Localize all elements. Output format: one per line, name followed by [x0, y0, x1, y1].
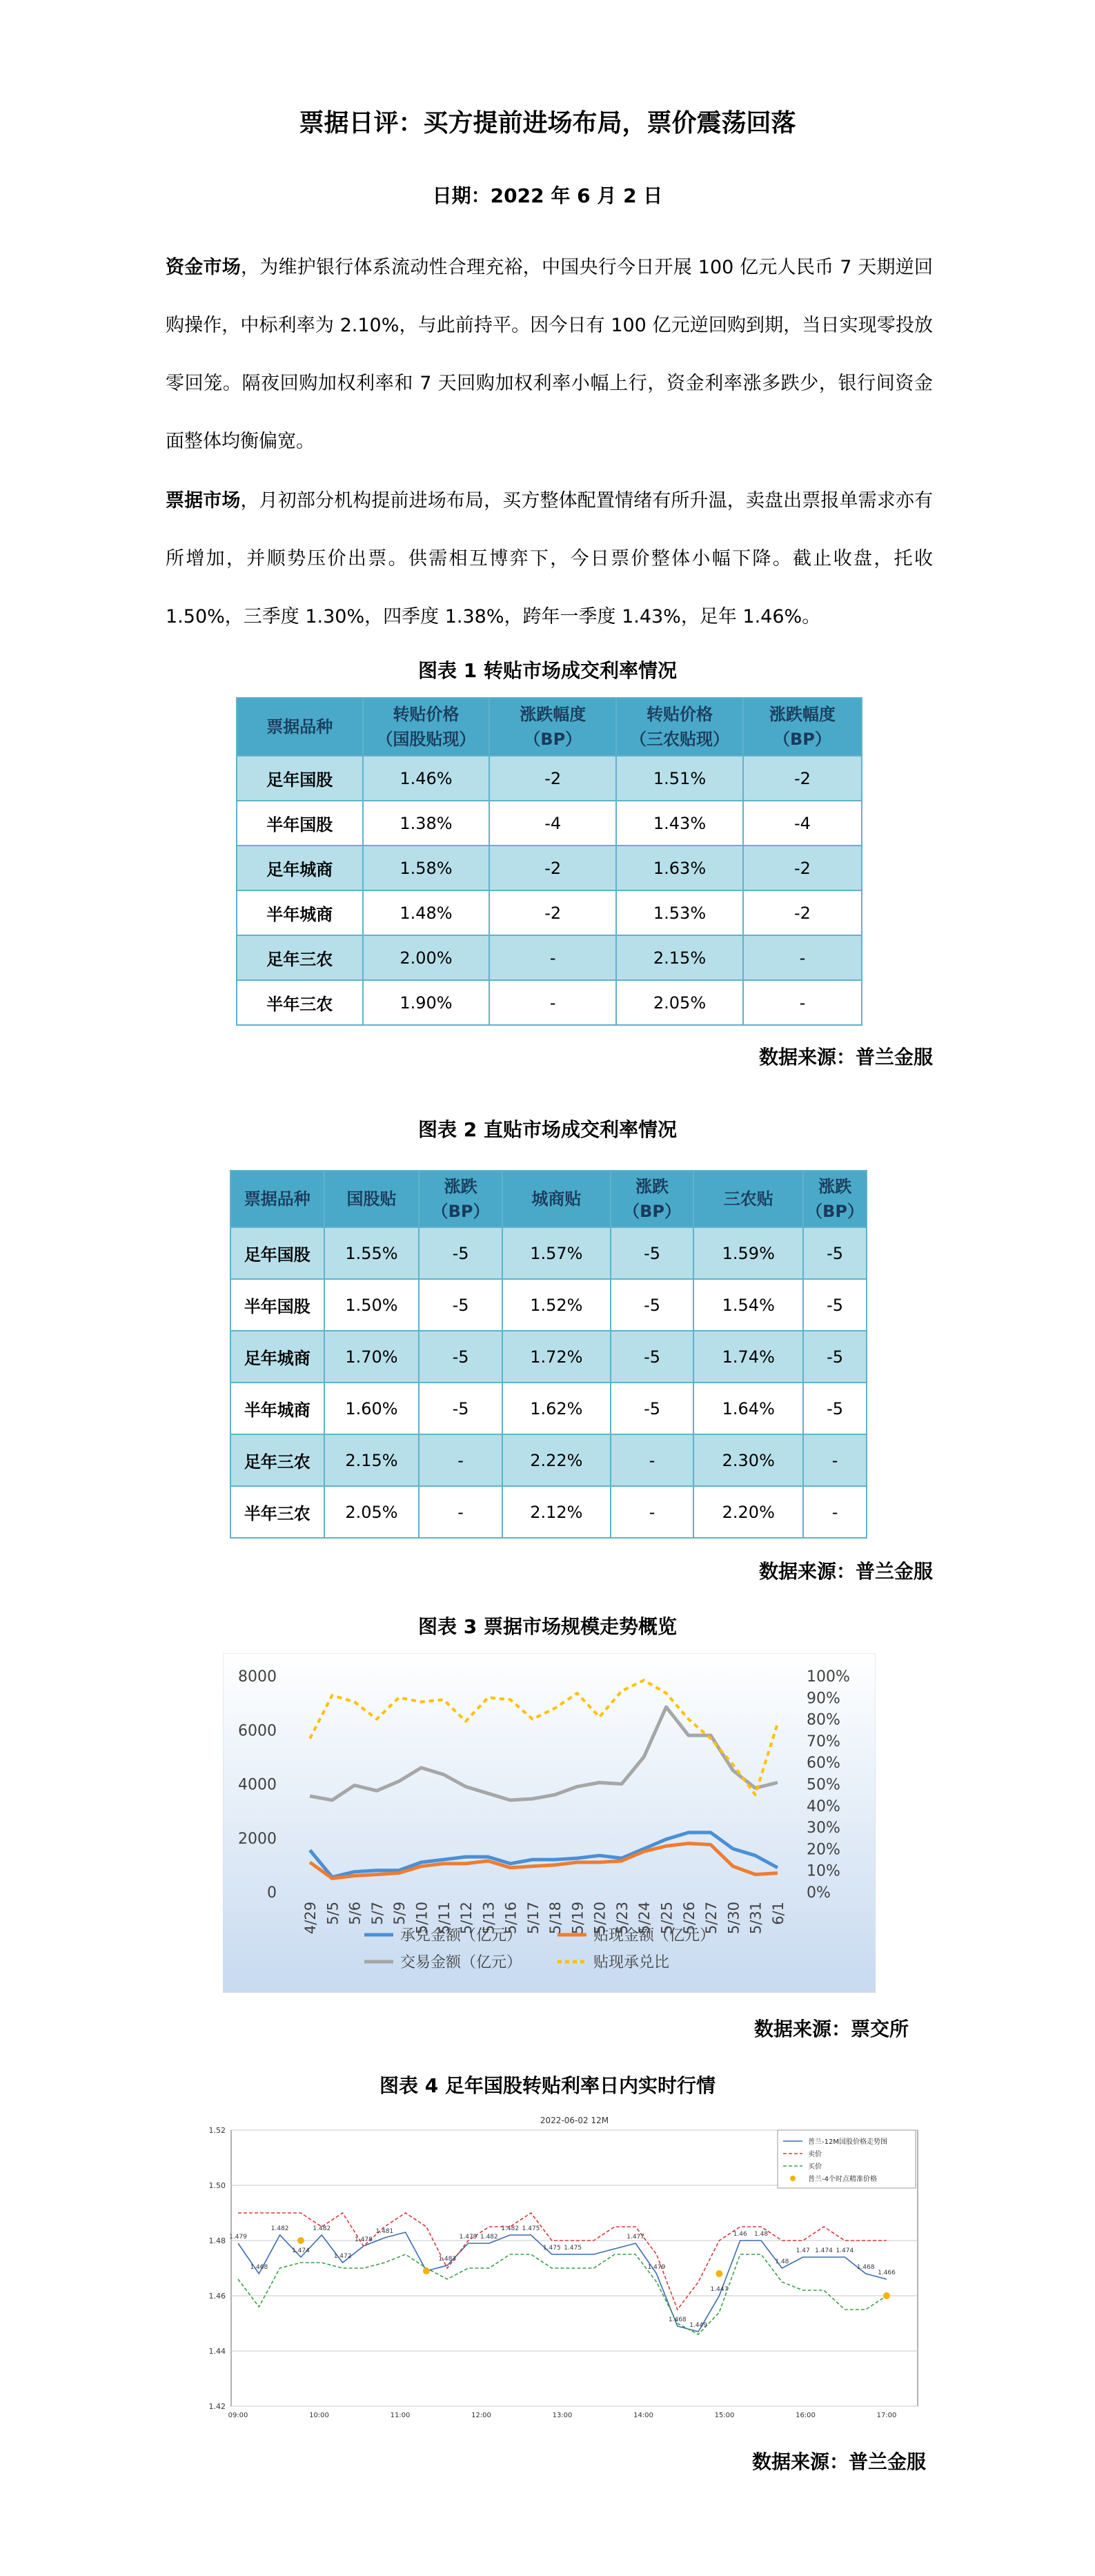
chart3-caption: 图表 3 票据市场规模走势概览 — [418, 1615, 677, 1638]
table-cell: - — [803, 1486, 867, 1538]
y-tick-label-right: 60% — [807, 1755, 840, 1773]
x-tick-label: 14:00 — [633, 2412, 653, 2419]
table-cell: 2.00% — [363, 935, 490, 980]
x-tick-label: 5/24 — [636, 1902, 653, 1935]
x-tick-label: 6/1 — [769, 1902, 787, 1925]
table-cell: 1.57% — [502, 1227, 611, 1279]
precise-price-marker — [716, 2270, 722, 2277]
table-cell: 1.74% — [693, 1331, 803, 1383]
table-cell: 1.52% — [502, 1279, 611, 1331]
legend-label: 买价 — [808, 2163, 822, 2171]
column-header-line: （国股贴现） — [376, 730, 476, 749]
table-cell: 1.54% — [693, 1279, 803, 1331]
table-cell: - — [803, 1434, 867, 1486]
table1-caption: 图表 1 转贴市场成交利率情况 — [418, 659, 677, 682]
table-cell: 1.64% — [693, 1383, 803, 1434]
table-cell: 1.48% — [363, 890, 490, 935]
chart4-source: 数据来源：普兰金服 — [751, 2450, 926, 2473]
table-row — [230, 1331, 867, 1383]
point-value-label: 1.449 — [689, 2322, 707, 2329]
y-tick-label-left: 0 — [267, 1884, 277, 1902]
point-value-label: 1.468 — [668, 2316, 687, 2323]
precise-price-marker — [423, 2267, 430, 2274]
column-header-line: （BP） — [431, 1202, 490, 1221]
chart-title: 2022-06-02 12M — [540, 2116, 609, 2125]
point-value-label: 1.479 — [459, 2234, 477, 2241]
point-value-label: 1.48 — [754, 2231, 769, 2238]
column-header-line: 转贴价格 — [393, 705, 460, 724]
x-tick-label: 5/19 — [569, 1902, 586, 1935]
table2-caption: 图表 2 直贴市场成交利率情况 — [418, 1118, 677, 1141]
table-cell: -5 — [803, 1279, 867, 1331]
x-tick-label: 5/7 — [368, 1902, 386, 1925]
table-cell: - — [743, 980, 862, 1025]
y-tick-label-right: 70% — [807, 1733, 840, 1750]
table-cell: 2.15% — [616, 935, 743, 980]
y-tick-label-right: 100% — [807, 1668, 850, 1686]
table-cell: 1.58% — [363, 846, 490, 890]
y-tick-label-right: 90% — [807, 1690, 840, 1708]
table-cell: 1.62% — [502, 1383, 611, 1434]
table-cell: 1.51% — [616, 756, 743, 801]
x-tick-label: 5/9 — [391, 1902, 408, 1925]
table-cell: 2.20% — [693, 1486, 803, 1538]
x-tick-label: 5/5 — [324, 1902, 342, 1925]
legend-swatch — [790, 2176, 796, 2181]
column-header — [743, 698, 862, 756]
column-header — [616, 698, 743, 756]
table-cell: 1.59% — [693, 1227, 803, 1279]
column-header-line: 涨跌幅度 — [769, 705, 836, 724]
rediscount-rate-table — [236, 697, 862, 1026]
table-cell: 1.53% — [616, 890, 743, 935]
table-cell: - — [611, 1434, 694, 1486]
y-tick-label-left: 8000 — [238, 1668, 277, 1686]
row-label: 半年城商 — [230, 1383, 324, 1434]
column-header-line: 涨跌幅度 — [520, 705, 586, 724]
legend-label: 贴现承兑比 — [593, 1954, 670, 1971]
table-cell: -2 — [743, 846, 862, 890]
table-row — [237, 890, 862, 935]
table-cell: 1.50% — [324, 1279, 420, 1331]
table-cell: -2 — [743, 890, 862, 935]
bill-market-text: ，月初部分机构提前进场布局，买方整体配置情绪有所升温，卖盘出票报单需求亦有所增加，并顺势压价出票。供需相互博弈下，今日票价整体小幅下降。截止收盘，托收 1.50%，三季度 1.30%，四季度 1.38%，跨年一季度 1.43%，足年 1.46%。 — [166, 490, 933, 627]
x-tick-label: 16:00 — [796, 2412, 816, 2419]
column-header-line: （BP） — [773, 730, 831, 749]
point-value-label: 1.472 — [333, 2253, 352, 2260]
column-header-line: 国股贴 — [346, 1189, 397, 1209]
column-header — [324, 1171, 420, 1227]
precise-price-marker — [297, 2237, 304, 2244]
column-header-line: 涨跌 — [635, 1177, 669, 1196]
x-tick-label: 5/17 — [524, 1902, 542, 1935]
table-cell: 1.90% — [363, 980, 490, 1025]
x-tick-label: 5/6 — [346, 1902, 364, 1925]
table-cell: 1.43% — [616, 801, 743, 846]
y-tick-label-right: 0% — [807, 1884, 831, 1902]
y-tick-label-left: 2000 — [238, 1830, 277, 1848]
x-tick-label: 5/11 — [435, 1902, 453, 1935]
x-tick-label: 5/31 — [747, 1902, 764, 1935]
legend-label: 承兑金额（亿元） — [400, 1927, 522, 1944]
y-tick-label-right: 80% — [807, 1711, 840, 1729]
x-tick-label: 13:00 — [552, 2412, 573, 2419]
x-tick-label: 12:00 — [471, 2412, 491, 2419]
x-tick-label: 5/25 — [658, 1902, 675, 1935]
column-header-line: 城商贴 — [531, 1189, 582, 1209]
point-value-label: 1.474 — [292, 2247, 310, 2254]
point-value-label: 1.475 — [522, 2225, 540, 2232]
x-tick-label: 5/26 — [680, 1902, 698, 1935]
table-cell: 2.05% — [616, 980, 743, 1025]
legend-label: 贴现金额（亿元） — [593, 1927, 716, 1944]
table-cell: 1.55% — [324, 1227, 420, 1279]
column-header-line: 票据品种 — [244, 1189, 310, 1209]
table-cell: -5 — [419, 1227, 502, 1279]
x-tick-label: 5/30 — [725, 1902, 742, 1935]
x-tick-label: 5/16 — [502, 1902, 520, 1935]
x-tick-label: 5/10 — [413, 1902, 431, 1935]
table-cell: -2 — [489, 846, 616, 890]
table-cell: -5 — [419, 1383, 502, 1434]
y-tick-label: 1.48 — [208, 2236, 226, 2245]
table-cell: - — [489, 935, 616, 980]
point-value-label: 1.482 — [480, 2234, 498, 2241]
table-cell: - — [611, 1486, 694, 1538]
row-label: 半年三农 — [230, 1486, 324, 1538]
column-header-line: 三农贴 — [723, 1189, 773, 1209]
point-value-label: 1.479 — [229, 2234, 247, 2241]
column-header — [419, 1171, 502, 1227]
table-row — [237, 935, 862, 980]
x-tick-label: 09:00 — [228, 2412, 248, 2419]
column-header-line: 涨跌 — [818, 1177, 852, 1196]
point-value-label: 1.474 — [815, 2247, 833, 2254]
table2-source: 数据来源：普兰金服 — [758, 1560, 933, 1583]
table-cell: 2.15% — [324, 1434, 420, 1486]
table-cell: -5 — [803, 1331, 867, 1383]
point-value-label: 1.447 — [710, 2286, 729, 2293]
column-header — [693, 1171, 803, 1227]
table-row — [237, 980, 862, 1025]
table-cell: -5 — [611, 1227, 694, 1279]
table-cell: -5 — [611, 1331, 694, 1383]
y-tick-label-right: 30% — [807, 1819, 840, 1837]
y-tick-label: 1.52 — [208, 2126, 226, 2135]
point-value-label: 1.475 — [564, 2245, 582, 2252]
table-cell: 1.46% — [363, 756, 490, 801]
column-header — [237, 698, 363, 756]
row-label: 足年三农 — [237, 935, 363, 980]
point-value-label: 1.48 — [775, 2258, 789, 2265]
bill-market-paragraph — [166, 472, 933, 646]
table-cell: 2.12% — [502, 1486, 611, 1538]
row-label: 半年三农 — [237, 980, 363, 1025]
point-value-label: 1.477 — [627, 2234, 645, 2241]
y-tick-label-right: 20% — [807, 1841, 840, 1859]
table-cell: -5 — [611, 1279, 694, 1331]
row-label: 半年城商 — [237, 890, 363, 935]
table-cell: - — [743, 935, 862, 980]
y-tick-label-left: 6000 — [238, 1722, 277, 1740]
point-value-label: 1.474 — [836, 2247, 854, 2254]
x-tick-label: 5/18 — [547, 1902, 564, 1935]
table-cell: -4 — [743, 801, 862, 846]
table-cell: -5 — [419, 1279, 502, 1331]
table-cell: -2 — [743, 756, 862, 801]
point-value-label: 1.46 — [733, 2231, 747, 2238]
point-value-label: 1.479 — [647, 2264, 666, 2271]
table-cell: - — [419, 1434, 502, 1486]
x-tick-label: 5/27 — [703, 1902, 720, 1935]
point-value-label: 1.475 — [542, 2245, 561, 2252]
y-tick-label: 1.44 — [208, 2347, 226, 2356]
table-cell: - — [419, 1486, 502, 1538]
table-row — [230, 1383, 867, 1434]
legend-label: 卖价 — [808, 2151, 822, 2158]
column-header-line: 转贴价格 — [647, 705, 713, 724]
point-value-label: 1.482 — [501, 2225, 520, 2232]
table-cell: -4 — [489, 801, 616, 846]
table-cell: 1.63% — [616, 846, 743, 890]
x-tick-label: 5/12 — [458, 1902, 475, 1935]
table-row — [230, 1227, 867, 1279]
table1-source: 数据来源：普兰金服 — [758, 1046, 933, 1069]
column-header-line: （三农贴现） — [630, 730, 729, 749]
report-date: 日期：2022 年 6 月 2 日 — [432, 184, 663, 207]
table-cell: -5 — [803, 1383, 867, 1434]
point-value-label: 1.482 — [313, 2225, 331, 2232]
point-value-label: 1.466 — [878, 2270, 896, 2276]
row-label: 足年城商 — [230, 1331, 324, 1383]
x-tick-label: 4/29 — [302, 1902, 319, 1935]
bill-market-lead: 票据市场 — [166, 490, 241, 511]
column-header — [502, 1171, 611, 1227]
point-value-label: 1.468 — [856, 2264, 875, 2271]
y-tick-label-left: 4000 — [238, 1776, 277, 1794]
column-header-line: （BP） — [623, 1202, 682, 1221]
table-cell: 2.30% — [693, 1434, 803, 1486]
table-row — [237, 756, 862, 801]
y-tick-label: 1.42 — [208, 2402, 226, 2411]
x-tick-label: 15:00 — [714, 2412, 735, 2419]
point-value-label: 1.478 — [355, 2236, 373, 2243]
row-label: 足年国股 — [237, 756, 363, 801]
table-row — [230, 1434, 867, 1486]
table-row — [237, 801, 862, 846]
table-row — [237, 846, 862, 890]
x-tick-label: 5/13 — [480, 1902, 497, 1935]
x-tick-label: 10:00 — [309, 2412, 329, 2419]
column-header — [230, 1171, 324, 1227]
point-value-label: 1.483 — [438, 2256, 457, 2263]
table-cell: -2 — [489, 756, 616, 801]
x-tick-label: 17:00 — [876, 2412, 897, 2419]
y-tick-label-right: 40% — [807, 1797, 840, 1815]
table-row — [230, 1279, 867, 1331]
money-market-text: ，为维护银行体系流动性合理充裕，中国央行今日开展 100 亿元人民币 7 天期逆回购操作，中标利率为 2.10%，与此前持平。因今日有 100 亿元逆回购到期，当日实现零投放零回笼。隔夜回购加权利率和 7 天回购加权利率小幅上行，资金利率涨多跌少，银行间资金面整体均衡偏宽。 — [166, 257, 933, 452]
row-label: 足年国股 — [230, 1227, 324, 1279]
y-tick-label: 1.50 — [208, 2181, 226, 2190]
row-label: 半年国股 — [237, 801, 363, 846]
table-cell: 2.05% — [324, 1486, 420, 1538]
x-tick-label: 11:00 — [390, 2412, 411, 2419]
chart4-caption: 图表 4 足年国股转贴利率日内实时行情 — [379, 2074, 716, 2097]
direct-discount-rate-table — [230, 1170, 867, 1539]
column-header — [363, 698, 490, 756]
money-market-lead: 资金市场 — [166, 257, 241, 278]
table-cell: - — [489, 980, 616, 1025]
chart3-source: 数据来源：票交所 — [753, 2018, 909, 2040]
row-label: 半年国股 — [230, 1279, 324, 1331]
point-value-label: 1.47 — [796, 2247, 810, 2254]
precise-price-marker — [883, 2292, 890, 2299]
page-title: 票据日评：买方提前进场布局，票价震荡回落 — [299, 109, 796, 137]
column-header-line: 票据品种 — [266, 717, 333, 736]
market-scale-chart-svg — [223, 1653, 876, 1993]
point-value-label: 1.468 — [250, 2264, 268, 2271]
table-cell: 1.60% — [324, 1383, 420, 1434]
money-market-paragraph — [166, 239, 933, 471]
legend-label: 普兰-4个时点精准价格 — [808, 2176, 877, 2183]
market-scale-chart — [223, 1653, 876, 1993]
column-header — [611, 1171, 694, 1227]
x-tick-label: 5/20 — [591, 1902, 609, 1935]
column-header-line: 涨跌 — [444, 1177, 477, 1196]
legend-label: 交易金额（亿元） — [400, 1954, 522, 1971]
point-value-label: 1.482 — [270, 2225, 289, 2232]
table-cell: -5 — [419, 1331, 502, 1383]
row-label: 足年三农 — [230, 1434, 324, 1486]
column-header — [803, 1171, 867, 1227]
table-cell: 1.38% — [363, 801, 490, 846]
legend-label: 普兰-12M国股价格走势图 — [808, 2138, 887, 2146]
row-label: 足年城商 — [237, 846, 363, 890]
y-tick-label-right: 10% — [807, 1862, 840, 1880]
table-cell: -5 — [803, 1227, 867, 1279]
table-cell: 1.72% — [502, 1331, 611, 1383]
intraday-rate-chart — [166, 2112, 929, 2424]
y-tick-label: 1.46 — [208, 2292, 226, 2301]
column-header — [489, 698, 616, 756]
column-header-line: （BP） — [524, 730, 582, 749]
table-cell: 2.22% — [502, 1434, 611, 1486]
intraday-rate-chart-svg — [166, 2112, 929, 2424]
point-value-label: 1.481 — [375, 2228, 394, 2235]
table-cell: -5 — [611, 1383, 694, 1434]
column-header-line: （BP） — [806, 1202, 865, 1221]
table-cell: -2 — [489, 890, 616, 935]
chart-background — [223, 1653, 876, 1993]
y-tick-label-right: 50% — [807, 1776, 840, 1794]
table-row — [230, 1486, 867, 1538]
x-tick-label: 5/23 — [613, 1902, 631, 1935]
table-cell: 1.70% — [324, 1331, 420, 1383]
